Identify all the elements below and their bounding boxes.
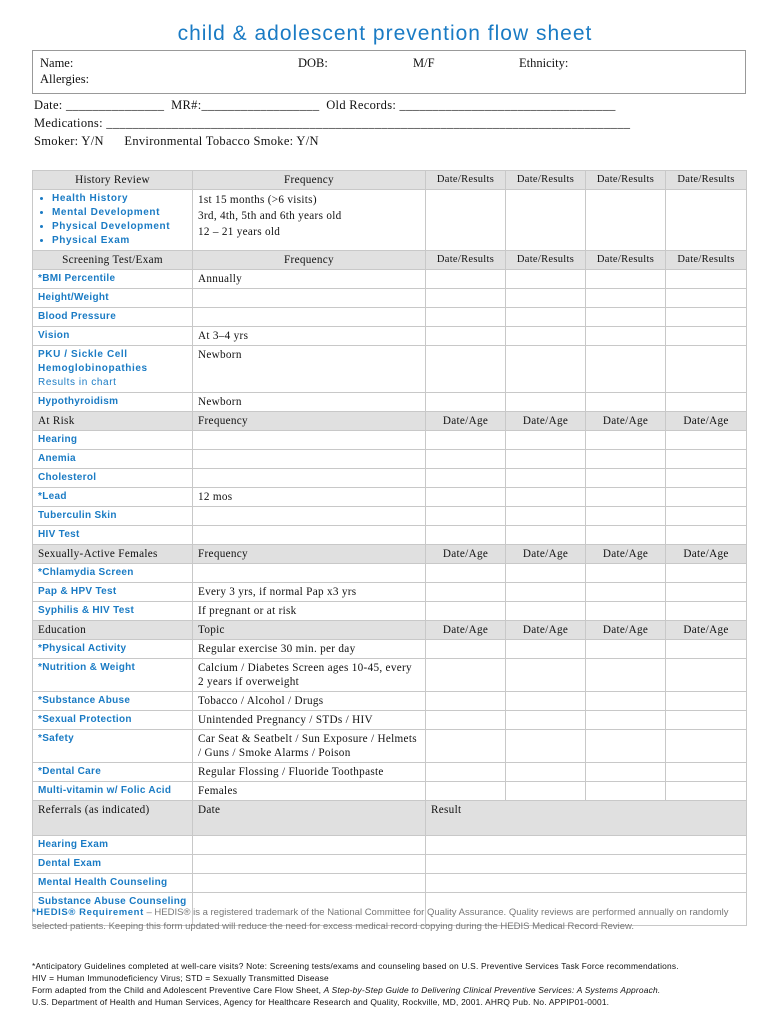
risk-frequency [193, 431, 426, 450]
entry-cell[interactable] [193, 855, 426, 874]
table-row [33, 564, 747, 583]
screening-frequency [193, 289, 426, 308]
entry-cell[interactable] [426, 640, 506, 659]
risk-item: Cholesterol [33, 469, 193, 488]
risk-frequency [193, 507, 426, 526]
date-results-header: Date/Results [426, 171, 506, 190]
entry-cell[interactable] [666, 564, 747, 583]
education-topic: Tobacco / Alcohol / Drugs [193, 692, 426, 711]
entry-cell[interactable] [666, 190, 747, 251]
risk-frequency [193, 469, 426, 488]
entry-cell[interactable] [666, 327, 747, 346]
entry-cell[interactable] [586, 526, 666, 545]
entry-cell[interactable] [426, 874, 747, 893]
entry-cell[interactable] [426, 507, 506, 526]
entry-cell[interactable] [666, 393, 747, 412]
entry-cell[interactable] [506, 763, 586, 782]
history-row [33, 190, 747, 251]
entry-cell[interactable] [666, 308, 747, 327]
footnote-guidelines: *Anticipatory Guidelines completed at well-care visits? Note: Screening tests/exams and counseling based on U.S. Preventive Services Task Force recommendations. [32, 961, 679, 971]
date-results-header: Date/Results [666, 171, 747, 190]
entry-cell[interactable] [666, 346, 747, 393]
entry-cell[interactable] [506, 602, 586, 621]
education-header-row [33, 621, 747, 640]
history-item: • Physical Exam [52, 234, 187, 248]
table-row [33, 583, 747, 602]
entry-cell[interactable] [666, 782, 747, 801]
entry-cell[interactable] [506, 327, 586, 346]
allergies-label: Allergies: [40, 72, 90, 86]
entry-cell[interactable] [666, 469, 747, 488]
table-row [33, 431, 747, 450]
entry-cell[interactable] [586, 730, 666, 763]
dob-label: DOB: [298, 56, 328, 70]
entry-cell[interactable] [586, 782, 666, 801]
entry-cell[interactable] [506, 711, 586, 730]
date-results-header: Date/Results [506, 171, 586, 190]
entry-cell[interactable] [666, 507, 747, 526]
entry-cell[interactable] [506, 692, 586, 711]
education-topic: Unintended Pregnancy / STDs / HIV [193, 711, 426, 730]
risk-header-row [33, 412, 747, 431]
hedis-note [32, 906, 748, 934]
entry-cell[interactable] [506, 289, 586, 308]
table-row [33, 488, 747, 507]
screening-item: Vision [33, 327, 193, 346]
education-item: Multi-vitamin w/ Folic Acid [33, 782, 193, 801]
date-age-header: Date/Age [426, 412, 506, 431]
table-row [33, 730, 747, 763]
footnotes [32, 960, 748, 1008]
screening-frequency: Newborn [193, 346, 426, 393]
date-age-header: Date/Age [506, 412, 586, 431]
hedis-text: – HEDIS® is a registered trademark of the National Committee for Quality Assurance. Quality reviews are performed annually on randomly selected patients. Keeping this form updated will reduce the need for excess medical record copying during the HEDIS Medical Record Review. [32, 907, 729, 932]
history-header-row [33, 171, 747, 190]
risk-item: Tuberculin Skin [33, 507, 193, 526]
frequency-header: Frequency [193, 412, 426, 431]
table-row [33, 393, 747, 412]
ethnicity-label: Ethnicity: [519, 56, 569, 70]
patient-info-box [32, 50, 746, 94]
entry-cell[interactable] [666, 711, 747, 730]
entry-cell[interactable] [426, 836, 747, 855]
entry-cell[interactable] [426, 270, 506, 289]
entry-cell[interactable] [586, 583, 666, 602]
referral-item: Substance Abuse Counseling [33, 893, 193, 926]
entry-cell[interactable] [506, 393, 586, 412]
entry-cell[interactable] [506, 564, 586, 583]
entry-cell[interactable] [506, 346, 586, 393]
entry-cell[interactable] [586, 270, 666, 289]
date-age-header: Date/Age [586, 412, 666, 431]
entry-cell[interactable] [586, 190, 666, 251]
screening-frequency: Newborn [193, 393, 426, 412]
entry-cell[interactable] [666, 431, 747, 450]
screening-item: *BMI Percentile [33, 270, 193, 289]
entry-cell[interactable] [426, 488, 506, 507]
entry-cell[interactable] [506, 730, 586, 763]
table-row [33, 469, 747, 488]
screening-item: PKU / Sickle Cell Hemoglobinopathies [38, 349, 148, 374]
page-title: child & adolescent prevention flow sheet [177, 22, 593, 45]
entry-cell[interactable] [586, 488, 666, 507]
screening-item: Blood Pressure [33, 308, 193, 327]
entry-cell[interactable] [586, 327, 666, 346]
entry-cell[interactable] [506, 190, 586, 251]
entry-cell[interactable] [426, 782, 506, 801]
history-frequency: 3rd, 4th, 5th and 6th years old [198, 210, 342, 222]
topic-header: Topic [193, 621, 426, 640]
table-row [33, 692, 747, 711]
footnote-source [32, 984, 748, 996]
frequency-header: Frequency [193, 171, 426, 190]
education-item: *Substance Abuse [33, 692, 193, 711]
medications-line: Medications: ________________________________________________________________________________ [34, 116, 631, 130]
entry-cell[interactable] [426, 583, 506, 602]
at-risk-header: At Risk [33, 412, 193, 431]
table-row [33, 270, 747, 289]
table-row [33, 507, 747, 526]
entry-cell[interactable] [426, 659, 506, 692]
table-row [33, 711, 747, 730]
females-item: Pap & HPV Test [33, 583, 193, 602]
table-row [33, 874, 747, 893]
education-item: *Safety [33, 730, 193, 763]
entry-cell[interactable] [586, 393, 666, 412]
entry-cell[interactable] [506, 507, 586, 526]
source-text: Form adapted from the Child and Adolescent Preventive Care Flow Sheet, [32, 985, 324, 995]
table-row [33, 640, 747, 659]
sexually-active-females-header: Sexually-Active Females [33, 545, 193, 564]
entry-cell[interactable] [666, 692, 747, 711]
education-header: Education [33, 621, 193, 640]
referral-item: Hearing Exam [33, 836, 193, 855]
education-topic: Regular Flossing / Fluoride Toothpaste [193, 763, 426, 782]
entry-cell[interactable] [506, 583, 586, 602]
referral-item: Mental Health Counseling [33, 874, 193, 893]
entry-cell[interactable] [426, 711, 506, 730]
table-row [33, 602, 747, 621]
screening-frequency: Annually [193, 270, 426, 289]
entry-cell[interactable] [666, 270, 747, 289]
entry-cell[interactable] [586, 711, 666, 730]
entry-cell[interactable] [586, 602, 666, 621]
entry-cell[interactable] [426, 289, 506, 308]
history-item: • Health History [52, 192, 187, 206]
entry-cell[interactable] [506, 450, 586, 469]
females-frequency [193, 564, 426, 583]
date-results-header: Date/Results [666, 251, 747, 270]
history-review-header: History Review [33, 171, 193, 190]
entry-cell[interactable] [506, 488, 586, 507]
entry-cell[interactable] [586, 308, 666, 327]
entry-cell[interactable] [506, 469, 586, 488]
table-row [33, 526, 747, 545]
date-age-header: Date/Age [426, 621, 506, 640]
females-item: Syphilis & HIV Test [33, 602, 193, 621]
entry-cell[interactable] [666, 450, 747, 469]
entry-cell[interactable] [426, 450, 506, 469]
entry-cell[interactable] [586, 763, 666, 782]
entry-cell[interactable] [666, 289, 747, 308]
entry-cell[interactable] [586, 346, 666, 393]
education-topic: Females [193, 782, 426, 801]
females-frequency: Every 3 yrs, if normal Pap x3 yrs [193, 583, 426, 602]
history-item: • Mental Development [52, 206, 187, 220]
screening-item: Height/Weight [33, 289, 193, 308]
date-results-header: Date/Results [586, 251, 666, 270]
risk-frequency [193, 526, 426, 545]
entry-cell[interactable] [506, 270, 586, 289]
entry-cell[interactable] [506, 308, 586, 327]
date-age-header: Date/Age [426, 545, 506, 564]
education-item: *Sexual Protection [33, 711, 193, 730]
education-topic: Calcium / Diabetes Screen ages 10-45, every 2 years if overweight [193, 659, 426, 692]
entry-cell[interactable] [586, 469, 666, 488]
date-results-header: Date/Results [506, 251, 586, 270]
date-mr-line: Date: _______________ MR#:__________________ Old Records: _________________________________ [34, 98, 616, 112]
entry-cell[interactable] [666, 488, 747, 507]
entry-cell[interactable] [506, 659, 586, 692]
screening-frequency: At 3–4 yrs [193, 327, 426, 346]
history-frequency-cell [193, 190, 426, 251]
entry-cell[interactable] [586, 507, 666, 526]
entry-cell[interactable] [193, 836, 426, 855]
entry-cell[interactable] [586, 431, 666, 450]
screening-item-cell [33, 346, 193, 393]
history-frequency: 1st 15 months (>6 visits) [198, 194, 317, 206]
table-row [33, 289, 747, 308]
entry-cell[interactable] [193, 874, 426, 893]
entry-cell[interactable] [426, 308, 506, 327]
education-item: *Nutrition & Weight [33, 659, 193, 692]
risk-frequency [193, 450, 426, 469]
referrals-header: Referrals (as indicated) [33, 801, 193, 836]
result-header: Result [426, 801, 747, 836]
risk-item: *Lead [33, 488, 193, 507]
entry-cell[interactable] [586, 692, 666, 711]
frequency-header: Frequency [193, 545, 426, 564]
education-item: *Dental Care [33, 763, 193, 782]
entry-cell[interactable] [426, 692, 506, 711]
entry-cell[interactable] [506, 782, 586, 801]
entry-cell[interactable] [506, 526, 586, 545]
date-age-header: Date/Age [586, 621, 666, 640]
entry-cell[interactable] [426, 855, 747, 874]
referral-item: Dental Exam [33, 855, 193, 874]
referrals-header-row [33, 801, 747, 836]
entry-cell[interactable] [586, 289, 666, 308]
entry-cell[interactable] [666, 526, 747, 545]
table-row [33, 763, 747, 782]
entry-cell[interactable] [426, 327, 506, 346]
entry-cell[interactable] [666, 730, 747, 763]
source-title: A Step-by-Step Guide to Delivering Clinical Preventive Services: A Systems Approach. [323, 985, 661, 995]
date-age-header: Date/Age [666, 412, 747, 431]
history-frequency: 12 – 21 years old [198, 226, 281, 238]
date-results-header: Date/Results [586, 171, 666, 190]
date-age-header: Date/Age [506, 621, 586, 640]
education-item: *Physical Activity [33, 640, 193, 659]
entry-cell[interactable] [666, 640, 747, 659]
name-label: Name: [40, 56, 74, 70]
entry-cell[interactable] [426, 190, 506, 251]
risk-item: Anemia [33, 450, 193, 469]
females-item: *Chlamydia Screen [33, 564, 193, 583]
entry-cell[interactable] [426, 730, 506, 763]
date-age-header: Date/Age [506, 545, 586, 564]
table-row [33, 346, 747, 393]
females-header-row [33, 545, 747, 564]
footnote-publisher: U.S. Department of Health and Human Services, Agency for Healthcare Research and Quality, Rockville, MD, 2001. AHRQ Pub. No. APPIP01-0001. [32, 997, 610, 1007]
screening-item: Hypothyroidism [33, 393, 193, 412]
entry-cell[interactable] [506, 431, 586, 450]
screening-item-note: Results in chart [38, 377, 117, 388]
risk-item: HIV Test [33, 526, 193, 545]
table-row [33, 659, 747, 692]
entry-cell[interactable] [666, 602, 747, 621]
entry-cell[interactable] [666, 763, 747, 782]
date-age-header: Date/Age [586, 545, 666, 564]
date-age-header: Date/Age [666, 621, 747, 640]
history-item: • Physical Development [52, 220, 187, 234]
females-frequency: If pregnant or at risk [193, 602, 426, 621]
table-row [33, 327, 747, 346]
entry-cell[interactable] [666, 659, 747, 692]
footnote-abbreviations: HIV = Human Immunodeficiency Virus; STD = Sexually Transmitted Disease [32, 973, 329, 983]
education-topic: Car Seat & Seatbelt / Sun Exposure / Helmets / Guns / Smoke Alarms / Poison [193, 730, 426, 763]
flow-sheet-table [32, 170, 747, 926]
entry-cell[interactable] [426, 346, 506, 393]
history-items-cell [33, 190, 193, 251]
screening-header-row [33, 251, 747, 270]
date-results-header: Date/Results [426, 251, 506, 270]
entry-cell[interactable] [426, 602, 506, 621]
frequency-header: Frequency [193, 251, 426, 270]
entry-cell[interactable] [586, 450, 666, 469]
table-row [33, 308, 747, 327]
table-row [33, 855, 747, 874]
entry-cell[interactable] [426, 431, 506, 450]
date-age-header: Date/Age [666, 545, 747, 564]
table-row [33, 782, 747, 801]
table-row [33, 836, 747, 855]
entry-cell[interactable] [586, 564, 666, 583]
date-header: Date [193, 801, 426, 836]
risk-item: Hearing [33, 431, 193, 450]
entry-cell[interactable] [426, 526, 506, 545]
screening-header: Screening Test/Exam [33, 251, 193, 270]
mf-label: M/F [413, 56, 435, 70]
entry-cell[interactable] [426, 393, 506, 412]
education-topic: Regular exercise 30 min. per day [193, 640, 426, 659]
entry-cell[interactable] [426, 763, 506, 782]
screening-frequency [193, 308, 426, 327]
entry-cell[interactable] [506, 640, 586, 659]
table-row [33, 450, 747, 469]
hedis-label: *HEDIS® Requirement [32, 907, 144, 918]
entry-cell[interactable] [426, 564, 506, 583]
entry-cell[interactable] [586, 659, 666, 692]
risk-frequency: 12 mos [193, 488, 426, 507]
entry-cell[interactable] [666, 583, 747, 602]
smoker-line: Smoker: Y/N Environmental Tobacco Smoke: Y/N [34, 134, 319, 148]
entry-cell[interactable] [586, 640, 666, 659]
entry-cell[interactable] [426, 469, 506, 488]
